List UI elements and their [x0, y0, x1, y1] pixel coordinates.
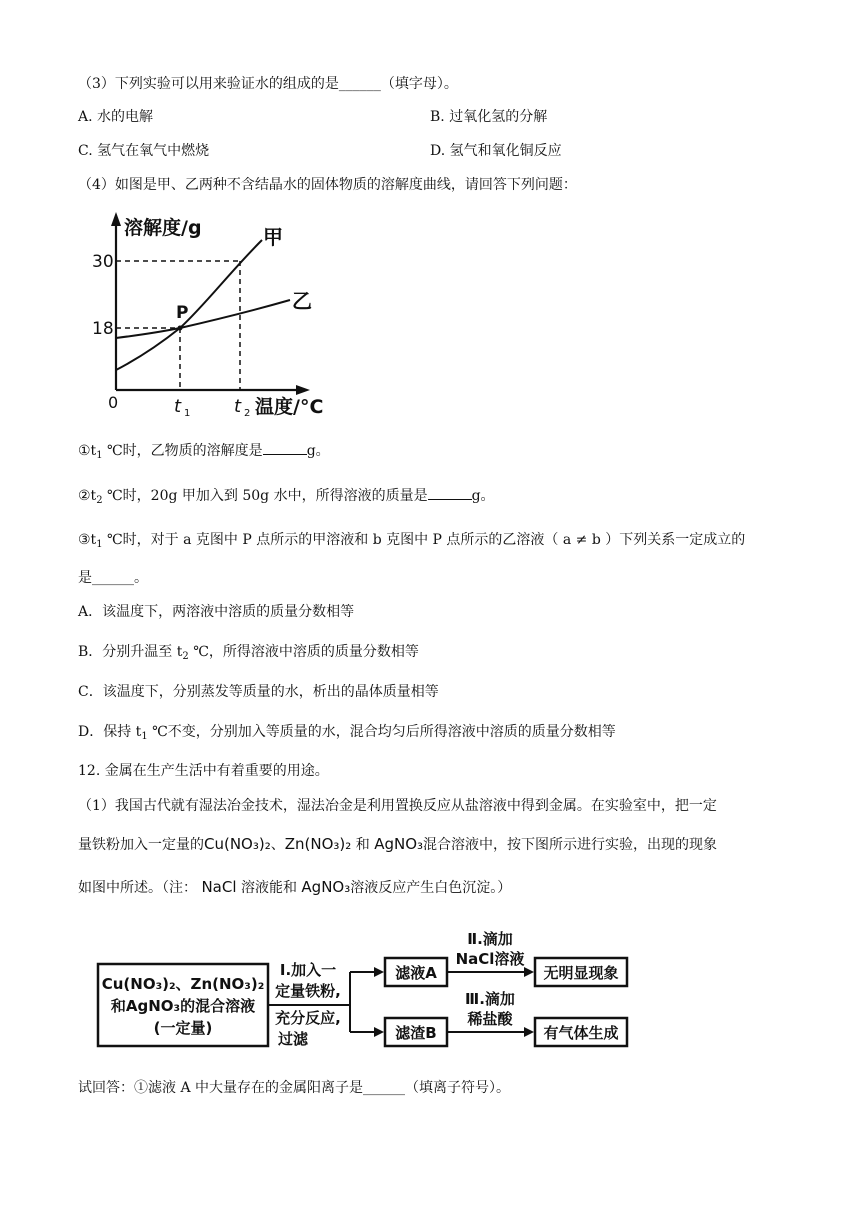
q3-option-d: D. 氢气和氧化铜反应: [430, 143, 562, 159]
q4-sub3: $③t_1$ ℃时，对于 a 克图中 P 点所示的甲溶液和 b 克图中 P 点所示的乙溶液（ a ≠ b ）下列关系一定成立的: [78, 532, 746, 550]
q12-paragraph-1: （1）我国古代就有湿法冶金技术，湿法冶金是利用置换反应从盐溶液中得到金属。在实验室中，把一定: [78, 798, 717, 814]
residue-b-label: 滤渣B: [395, 1024, 437, 1042]
cu-nitrate-formula: Cu(NO₃)₂: [204, 835, 271, 853]
q3-stem: （3）下列实验可以用来验证水的组成的是______（填字母）。: [78, 76, 458, 92]
result-1-label: 无明显现象: [543, 964, 619, 982]
result-2-label: 有气体生成: [543, 1024, 619, 1042]
step2-line-1: Ⅱ.滴加: [467, 930, 513, 948]
origin-label: 0: [108, 393, 119, 412]
step2-line-2: NaCl溶液: [455, 950, 525, 968]
y-tick-18: 18: [92, 319, 114, 339]
x-axis-label: 温度/°C: [255, 396, 324, 418]
y-axis-label: 溶解度/g: [124, 217, 202, 239]
experiment-flow-diagram: [90, 922, 650, 1057]
x-tick-t1: t: [174, 396, 182, 417]
y-tick-30: 30: [92, 252, 114, 272]
step1-line-1: Ⅰ.加入一: [279, 961, 337, 979]
curve-jia: [116, 240, 262, 370]
q12-paragraph-2: 量铁粉加入一定量的Cu(NO₃)₂、Zn(NO₃)₂ 和 AgNO₃混合溶液中，按下图所示进行实验，出现的现象: [78, 835, 718, 853]
q3-option-b: B. 过氧化氢的分解: [430, 109, 548, 125]
arrowhead-step3: [524, 1027, 534, 1037]
mixture-line-3: (一定量): [153, 1019, 213, 1037]
step3-line-2: 稀盐酸: [467, 1010, 513, 1028]
step3-line-1: Ⅲ.滴加: [465, 990, 515, 1008]
q4-sub1: $①t_1$ ℃时，乙物质的溶解度是 g。: [78, 440, 330, 461]
arrowhead-filtrate: [374, 967, 384, 977]
silver-nitrate-formula-note: AgNO₃: [301, 878, 351, 896]
q4-option-d: D．保持 $t_1$ ℃不变，分别加入等质量的水，混合均匀后所得溶液中溶质的质量分数相等: [78, 724, 616, 742]
q4-option-b: B．分别升温至 $t_2$ ℃，所得溶液中溶质的质量分数相等: [78, 644, 419, 662]
x-tick-t2-sub: 2: [244, 408, 251, 419]
silver-nitrate-formula: AgNO₃: [374, 835, 424, 853]
filtrate-a-label: 滤液A: [395, 964, 437, 982]
q3-option-c: C. 氢气在氧气中燃烧: [78, 143, 210, 159]
mixture-line-1: Cu(NO₃)₂、Zn(NO₃)₂: [101, 975, 265, 993]
solubility-graph: [92, 200, 350, 425]
point-p-label: P: [176, 303, 189, 323]
point-p: [178, 326, 183, 331]
q3-option-a: A. 水的电解: [78, 109, 154, 125]
curve-jia-label: 甲: [263, 225, 283, 249]
q4-option-a: A．该温度下，两溶液中溶质的质量分数相等: [78, 604, 355, 620]
q4-sub2: $②t_2$ ℃时，20g 甲加入到 50g 水中，所得溶液的质量是 g。: [78, 485, 495, 506]
arrowhead-residue: [374, 1027, 384, 1037]
q4-option-c: C．该温度下，分别蒸发等质量的水，析出的晶体质量相等: [78, 684, 439, 700]
step1-line-2: 定量铁粉,: [275, 982, 341, 1000]
curve-yi-label: 乙: [292, 289, 312, 313]
x-axis-arrow: [296, 385, 310, 395]
q12-paragraph-3: 如图中所述。（注： NaCl 溶液能和 AgNO₃溶液反应产生白色沉淀。）: [78, 878, 512, 896]
answer-blank[interactable]: [263, 440, 307, 455]
x-tick-t1-sub: 1: [184, 408, 191, 419]
step1-line-4: 过滤: [277, 1030, 309, 1048]
step1-line-3: 充分反应,: [275, 1009, 341, 1027]
x-tick-t2: t: [234, 396, 242, 417]
y-axis-arrow: [111, 212, 121, 226]
q4-stem: （4）如图是甲、乙两种不含结晶水的固体物质的溶解度曲线，请回答下列问题：: [78, 177, 577, 193]
q12-title: 12. 金属在生产生活中有着重要的用途。: [78, 763, 329, 779]
zn-nitrate-formula: Zn(NO₃)₂: [284, 835, 352, 853]
q4-sub3-cont: 是______。: [78, 570, 148, 586]
mixture-line-2: 和AgNO₃的混合溶液: [110, 997, 256, 1015]
answer-blank[interactable]: [428, 485, 472, 500]
q12-answer-prompt: 试回答：①滤液 A 中大量存在的金属阳离子是______（填离子符号）。: [78, 1080, 511, 1096]
arrowhead-step2: [524, 967, 534, 977]
